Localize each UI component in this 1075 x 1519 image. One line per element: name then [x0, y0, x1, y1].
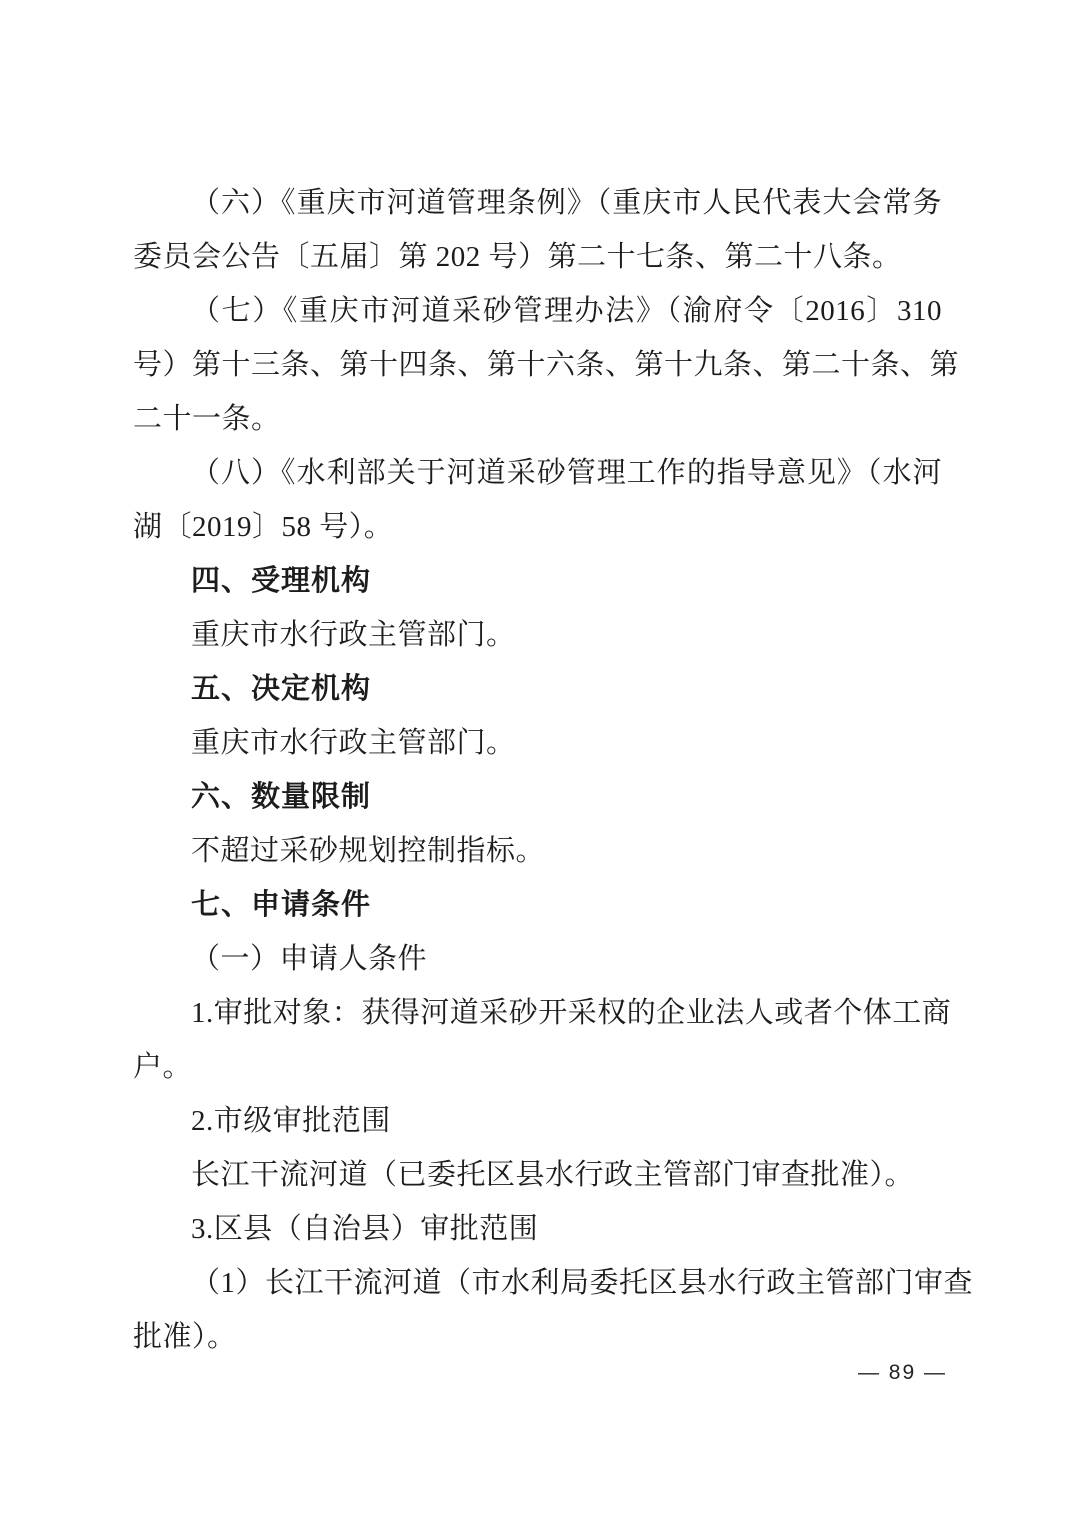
- text-line: （一）申请人条件: [191, 943, 428, 975]
- section-heading-accepting-authority: [133, 554, 942, 608]
- document-content: [133, 176, 974, 1364]
- page-number-label: — 89 —: [857, 1361, 947, 1384]
- county-level-scope-item-1: [133, 1256, 974, 1364]
- clause-seven-citation: [133, 284, 960, 446]
- text-line: （八）《水利部关于河道采砂管理工作的指导意见》（水河: [191, 457, 942, 489]
- text-line: 1.审批对象：获得河道采砂开采权的企业法人或者个体工商: [191, 997, 952, 1029]
- text-line: 委员会公告〔五届〕第 202 号）第二十七条、第二十八条。: [133, 241, 902, 273]
- county-level-scope-subheading: [133, 1202, 942, 1256]
- text-line: 二十一条。: [133, 403, 281, 435]
- text-line: 不超过采砂规划控制指标。: [191, 835, 546, 867]
- text-line: 号）第十三条、第十四条、第十六条、第十九条、第二十条、第: [133, 349, 960, 381]
- section-heading-quantity-limit: [133, 770, 942, 824]
- city-level-scope-subheading: [133, 1094, 942, 1148]
- applicant-conditions-subheading: [133, 932, 942, 986]
- section-heading-application-conditions: [133, 878, 942, 932]
- text-line: 七、申请条件: [191, 889, 372, 921]
- clause-six-citation: [133, 176, 942, 284]
- text-line: 五、决定机构: [191, 673, 372, 705]
- text-line: 湖〔2019〕58 号）。: [133, 511, 394, 543]
- text-line: （六）《重庆市河道管理条例》（重庆市人民代表大会常务: [191, 187, 942, 219]
- text-line: 重庆市水行政主管部门。: [191, 619, 516, 651]
- clause-eight-citation: [133, 446, 942, 554]
- text-line: （1）长江干流河道（市水利局委托区县水行政主管部门审查: [191, 1267, 974, 1299]
- text-line: 重庆市水行政主管部门。: [191, 727, 516, 759]
- text-line: 长江干流河道（已委托区县水行政主管部门审查批准）。: [191, 1159, 915, 1191]
- text-line: 六、数量限制: [191, 781, 372, 813]
- text-line: 2.市级审批范围: [191, 1105, 391, 1137]
- quantity-limit-text: [133, 824, 942, 878]
- text-line: 四、受理机构: [191, 565, 372, 597]
- approval-target-text: [133, 986, 952, 1094]
- text-line: 批准）。: [133, 1321, 237, 1353]
- text-line: （七）《重庆市河道采砂管理办法》（渝府令〔2016〕310: [191, 295, 942, 327]
- section-heading-deciding-authority: [133, 662, 942, 716]
- city-level-scope-text: [133, 1148, 942, 1202]
- deciding-authority-text: [133, 716, 942, 770]
- page-number: [858, 1358, 947, 1388]
- text-line: 户。: [133, 1051, 193, 1083]
- accepting-authority-text: [133, 608, 942, 662]
- text-line: 3.区县（自治县）审批范围: [191, 1213, 539, 1245]
